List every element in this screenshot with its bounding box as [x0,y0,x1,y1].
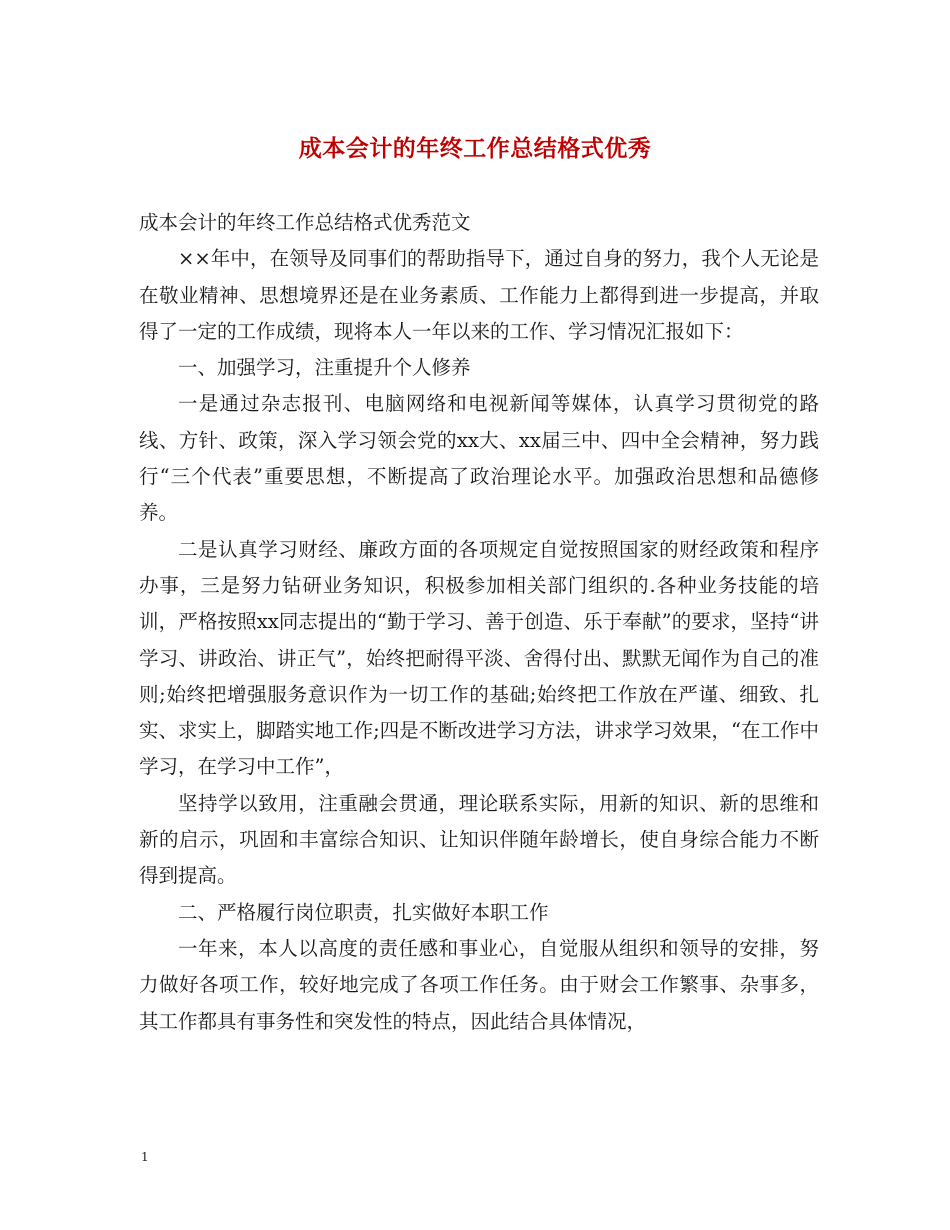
section-heading-1: 一、加强学习，注重提升个人修养 [178,356,471,380]
paragraph-intro: ××年中，在领导及同事们的帮助指导下，通过自身的努力，我个人无论是在敬业精神、思想境界还是在业务素质、工作能力上都得到进一步提高，并取得了一定的工作成绩，现将本人一年以来的工作、学习情况汇报如下： [139,247,819,343]
section-heading-2: 二、严格履行岗位职责，扎实做好本职工作 [178,900,549,924]
document-body [139,205,819,1040]
paragraph-duties: 一年来，本人以高度的责任感和事业心，自觉服从组织和领导的安排，努力做好各项工作，较好地完成了各项工作任务。由于财会工作繁事、杂事多，其工作都具有事务性和突发性的特点，因此结合具体情况， [139,936,819,1033]
paragraph-study-2: 二是认真学习财经、廉政方面的各项规定自觉按照国家的财经政策和程序办事，三是努力钻研业务知识，积极参加相关部门组织的.各种业务技能的培训，严格按照xx同志提出的“勤于学习、善于创造、乐于奉献”的要求，坚持“讲学习、讲政治、讲正气”，始终把耐得平淡、舍得付出、默默无闻作为自己的准则;始终把增强服务意识作为一切工作的基础;始终把工作放在严谨、细致、扎实、求实上，脚踏实地工作;四是不断改进学习方法，讲求学习效果，“在工作中学习，在学习中工作”， [139,537,819,779]
document-subtitle: 成本会计的年终工作总结格式优秀范文 [139,211,471,234]
page-number: 1 [141,1150,149,1164]
paragraph-study-1: 一是通过杂志报刊、电脑网络和电视新闻等媒体，认真学习贯彻党的路线、方针、政策，深入学习领会党的xx大、xx届三中、四中全会精神，努力践行“三个代表”重要思想，不断提高了政治理论水平。加强政治思想和品德修养。 [139,392,819,525]
paragraph-study-3: 坚持学以致用，注重融会贯通，理论联系实际，用新的知识、新的思维和新的启示，巩固和丰富综合知识、让知识伴随年龄增长，使自身综合能力不断得到提高。 [139,791,819,888]
document-title: 成本会计的年终工作总结格式优秀 [298,135,652,162]
